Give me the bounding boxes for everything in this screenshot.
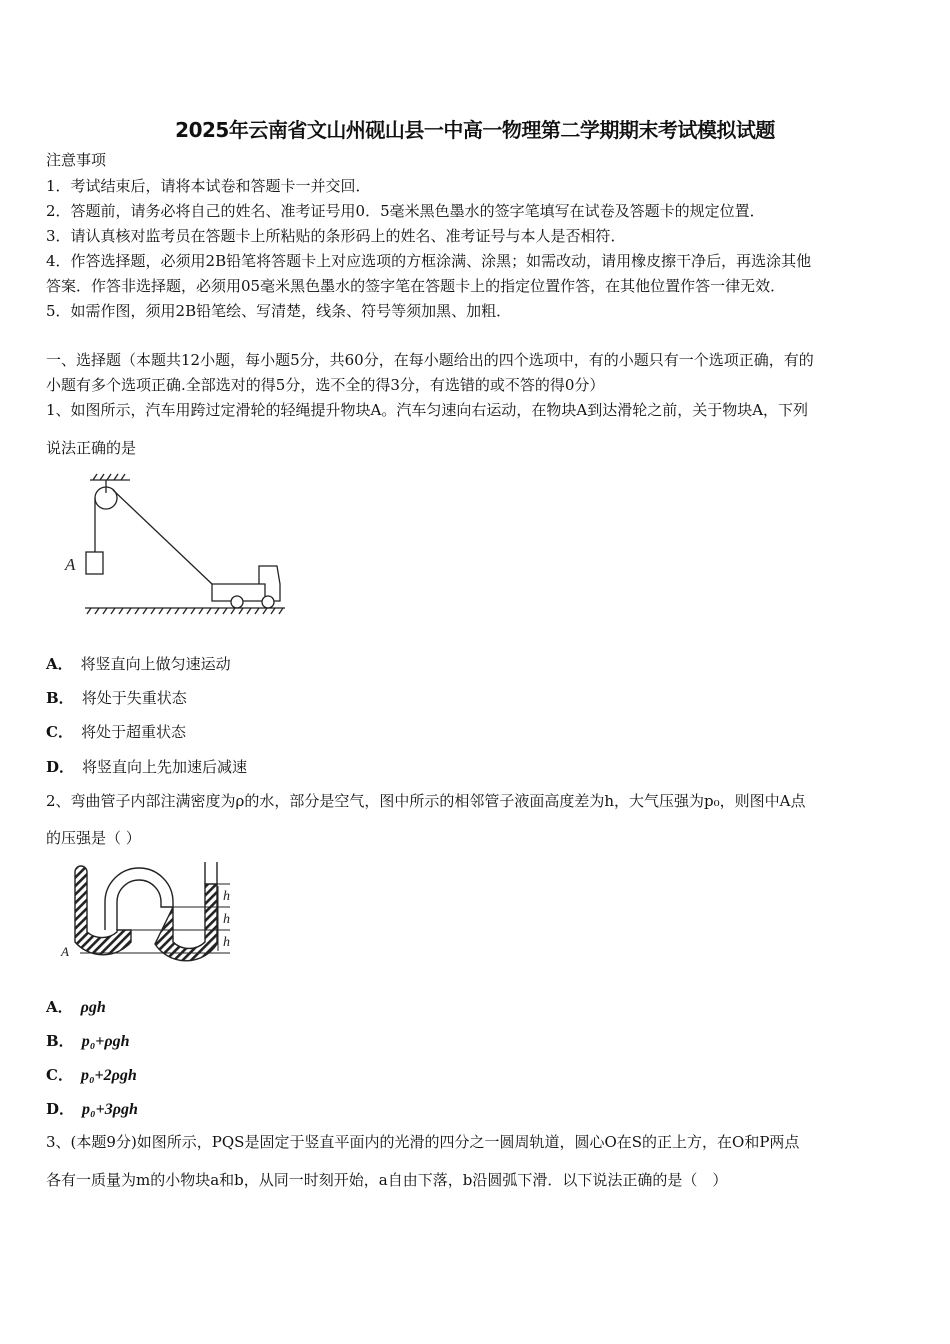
notice-line: 3．请认真核对监考员在答题卡上所粘贴的条形码上的姓名、准考证号与本人是否相符． (46, 227, 626, 245)
notice-line: 5．如需作图，须用2B铅笔绘、写清楚，线条、符号等须加黑、加粗． (46, 302, 512, 320)
notice-heading: 注意事项 (46, 151, 107, 169)
option-text: p₀+ρgh (81, 1033, 130, 1050)
option-key: A． (46, 655, 73, 673)
bent-tube-figure (55, 862, 255, 984)
option-c[interactable] (46, 1065, 908, 1086)
notice-line: 4．作答选择题，必须用2B铅笔将答题卡上对应选项的方框涂满、涂黑；如需改动，请用橡皮擦干净后，再选涂其他 (46, 252, 812, 270)
option-a[interactable] (46, 654, 908, 674)
option-d[interactable] (46, 1099, 908, 1120)
option-text: p₀+2ρgh (80, 1067, 137, 1084)
option-a[interactable] (46, 997, 908, 1018)
option-key: B． (46, 689, 74, 707)
option-text: 将竖直向上先加速后减速 (82, 758, 248, 776)
height-label: h (223, 912, 230, 927)
question-1-text: 1、如图所示，汽车用跨过定滑轮的轻绳提升物块A。汽车匀速向右运动，在物块A到达滑轮之前，关于物块A，下列 (46, 401, 809, 419)
option-b[interactable] (46, 1031, 908, 1052)
option-b[interactable] (46, 688, 908, 708)
point-a-label: A (61, 944, 69, 959)
option-text: 将竖直向上做匀速运动 (80, 655, 231, 673)
option-text: 将处于失重状态 (81, 689, 187, 707)
option-d[interactable] (46, 757, 908, 777)
question-2-text: 2、弯曲管子内部注满密度为ρ的水，部分是空气，图中所示的相邻管子液面高度差为h，大气压强为p₀，则图中A点 (46, 792, 806, 810)
question-3-text: 各有一质量为m的小物块a和b，从同一时刻开始，a自由下落，b沿圆弧下滑．以下说法正确的是（ ） (46, 1171, 728, 1189)
notice-line: 答案．作答非选择题，必须用05毫米黑色墨水的签字笔在答题卡上的指定位置作答，在其他位置作答一律无效． (46, 277, 786, 295)
section-heading: 一、选择题（本题共12小题，每小题5分，共60分，在每小题给出的四个选项中，有的小题只有一个选项正确，有的 (46, 351, 814, 369)
option-key: A． (46, 998, 73, 1016)
height-label: h (223, 889, 230, 904)
pulley-truck-figure (55, 468, 305, 616)
option-text: 将处于超重状态 (80, 723, 186, 741)
height-label: h (223, 935, 230, 950)
option-text: ρgh (80, 999, 106, 1016)
notice-line: 2．答题前，请务必将自己的姓名、准考证号用0．5毫米黑色墨水的签字笔填写在试卷及答题卡的规定位置． (46, 202, 765, 220)
option-c[interactable] (46, 722, 908, 742)
block-label: A (65, 555, 76, 574)
option-key: B． (46, 1032, 74, 1050)
option-key: C． (46, 723, 73, 741)
question-2-text: 的压强是（ ） (46, 829, 141, 847)
question-3-text: 3、(本题9分)如图所示，PQS是固定于竖直平面内的光滑的四分之一圆周轨道，圆心O在S的正上方，在O和P两点 (46, 1133, 800, 1151)
question-1-text: 说法正确的是 (46, 439, 137, 457)
option-key: D． (46, 1100, 75, 1118)
option-key: D． (46, 758, 75, 776)
option-text: p₀+3ρgh (82, 1101, 138, 1118)
option-key: C． (46, 1066, 73, 1084)
page-title: 2025年云南省文山州砚山县一中高一物理第二学期期末考试模拟试题 (175, 118, 775, 142)
section-heading: 小题有多个选项正确.全部选对的得5分，选不全的得3分，有选错的或不答的得0分） (46, 376, 605, 394)
notice-line: 1．考试结束后，请将本试卷和答题卡一并交回． (46, 177, 371, 195)
